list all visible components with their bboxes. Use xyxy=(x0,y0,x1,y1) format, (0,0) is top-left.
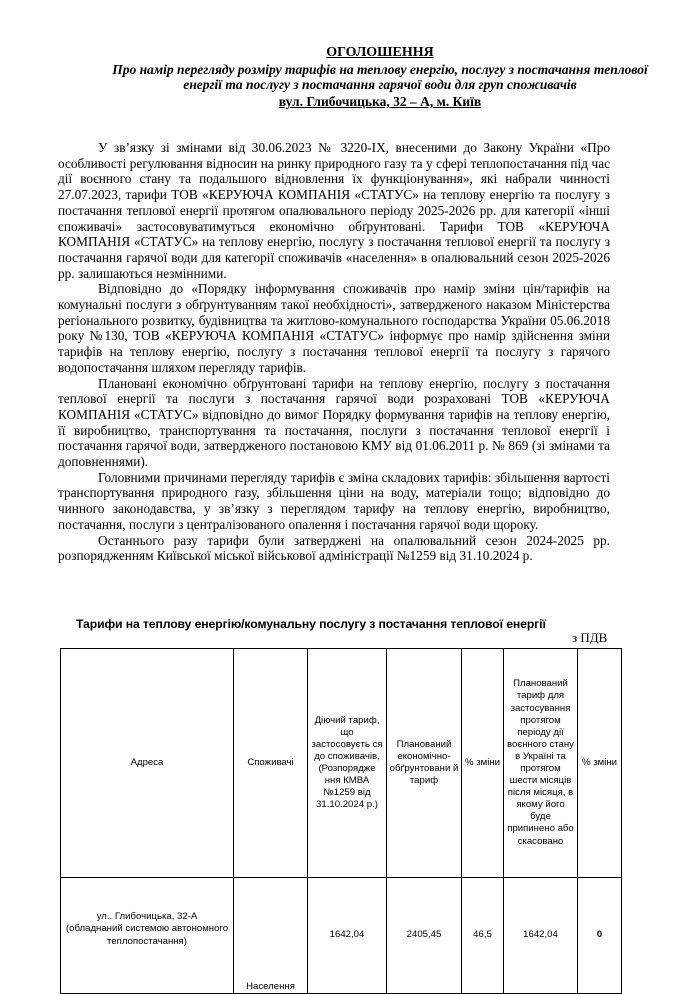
paragraph-planned-tariffs: Плановані економічно обґрунтовані тарифи на теплову енергію, послугу з постачання теплової енергії та послуги з постачання гарячої води розраховані ТОВ «КЕРУЮЧА КОМПАНІЯ «СТАТУС» відповідно до вимог Порядку формування тарифів на теплову енергію, її виробництво, транспортування та постачання, послуги з постачання теплової енергії і постачання гарячої води, затвердженого постановою КМУ від 01.06.2011 р. № 869 (зі змінами та доповненнями). xyxy=(58,375,610,470)
paragraph-last-approval: Останнього разу тарифи були затверджені на опалювальний сезон 2024-2025 рр. розпорядженням Київської міської військової адміністрації №1259 від 31.10.2024 р. xyxy=(58,532,610,564)
cell-percent-change: 46,5 xyxy=(462,878,504,994)
cell-martial-tariff: 1642,04 xyxy=(504,878,578,994)
cell-address xyxy=(61,878,234,994)
header-percent-change-2: % зміни xyxy=(578,649,622,878)
header-consumers: Споживачі xyxy=(234,649,308,878)
tariff-table xyxy=(60,648,622,994)
table-row xyxy=(61,878,622,994)
paragraph-legal-basis: У зв’язку зі змінами від 30.06.2023 № 3220-IX, внесеними до Закону України «Про особливості регулювання відносин на ринку природного газу та у сфері теплопостачання під час дії воєнного стану та подальшого відновлення їх функціонування», які набрали чинності 27.07.2023, тарифи ТОВ «КЕРУЮЧА КОМПАНІЯ «СТАТУС» на теплову енергію та послугу з постачання теплової енергії протягом опалювального періоду 2025-2026 рр. для категорії «інші споживачі» застосовуватимуться економічно обґрунтовані. Тарифи ТОВ «КЕРУЮЧА КОМПАНІЯ «СТАТУС» на теплову енергію, послугу з постачання теплової енергії та послугу з постачання гарячої води для категорії споживачів «населення» в опалювальний сезон 2025-2026 рр. залишаються незмінними. xyxy=(58,140,610,281)
paragraph-informing-order: Відповідно до «Порядку інформування споживачів про намір зміни цін/тарифів на комунальні послуги з обґрунтуванням такої необхідності», затвердженого наказом Міністерства регіонального розвитку, будівництва та житлово-комунального господарства України 05.06.2018 року №130, ТОВ «КЕРУЮЧА КОМПАНІЯ «СТАТУС» інформує про намір здійснення зміни тарифів на теплову енергію, послугу з постачання теплової енергії та послугу з гарячого водопостачання шляхом перегляду тарифів. xyxy=(58,281,610,375)
cell-percent-change-2: 0 xyxy=(578,878,622,994)
table-header-row xyxy=(61,649,622,878)
announcement-address: вул. Глибочицька, 32 – А, м. Київ xyxy=(278,94,482,109)
header-current-tariff: Діючий тариф, що застосовуєть ся до споживачів, (Розпорядже ння КМВА №1259 від 31.10.2024 р.) xyxy=(308,649,387,878)
vat-note: з ПДВ xyxy=(572,630,608,645)
header-martial-tariff: Планований тариф для застосування протягом періоду дії воєнного стану в Україні та протягом шести місяців після місяця, в якому його буде припинено або скасовано xyxy=(504,649,578,878)
tariff-table-title: Тарифи на теплову енергію/комунальну послугу з постачання теплової енергії xyxy=(76,617,546,631)
address-note: (обладнаний системою автономного теплопостачання) xyxy=(65,923,229,947)
cell-consumers: Населення xyxy=(234,878,308,994)
paragraph-reasons: Головними причинами перегляду тарифів є зміна складових тарифів: збільшення вартості транспортування природного газу, збільшення ціни на воду, матеріали тощо; відповідно до чинного законодавства, у зв’язку з переглядом тарифу на теплову енергію, виробництво, постачання, послуги з централізованого опалення і постачання гарячої води щороку. xyxy=(58,469,610,532)
header-planned-tariff: Планований економічно-обґрунтовани й тариф xyxy=(387,649,462,878)
announcement-subtitle-line1: Про намір перегляду розміру тарифів на теплову енергію, послугу з постачання теплової xyxy=(112,62,648,77)
cell-current-tariff: 1642,04 xyxy=(308,878,387,994)
header-percent-change: % зміни xyxy=(462,649,504,878)
cell-planned-tariff: 2405,45 xyxy=(387,878,462,994)
announcement-subtitle-line2: енергії та послугу з постачання гарячої води для груп споживачів xyxy=(183,77,577,92)
announcement-body xyxy=(58,140,610,564)
announcement-title: ОГОЛОШЕННЯ xyxy=(326,45,434,60)
address-text: ул.. Глибочицька, 32-А xyxy=(96,911,198,923)
header-address: Адреса xyxy=(61,649,234,878)
